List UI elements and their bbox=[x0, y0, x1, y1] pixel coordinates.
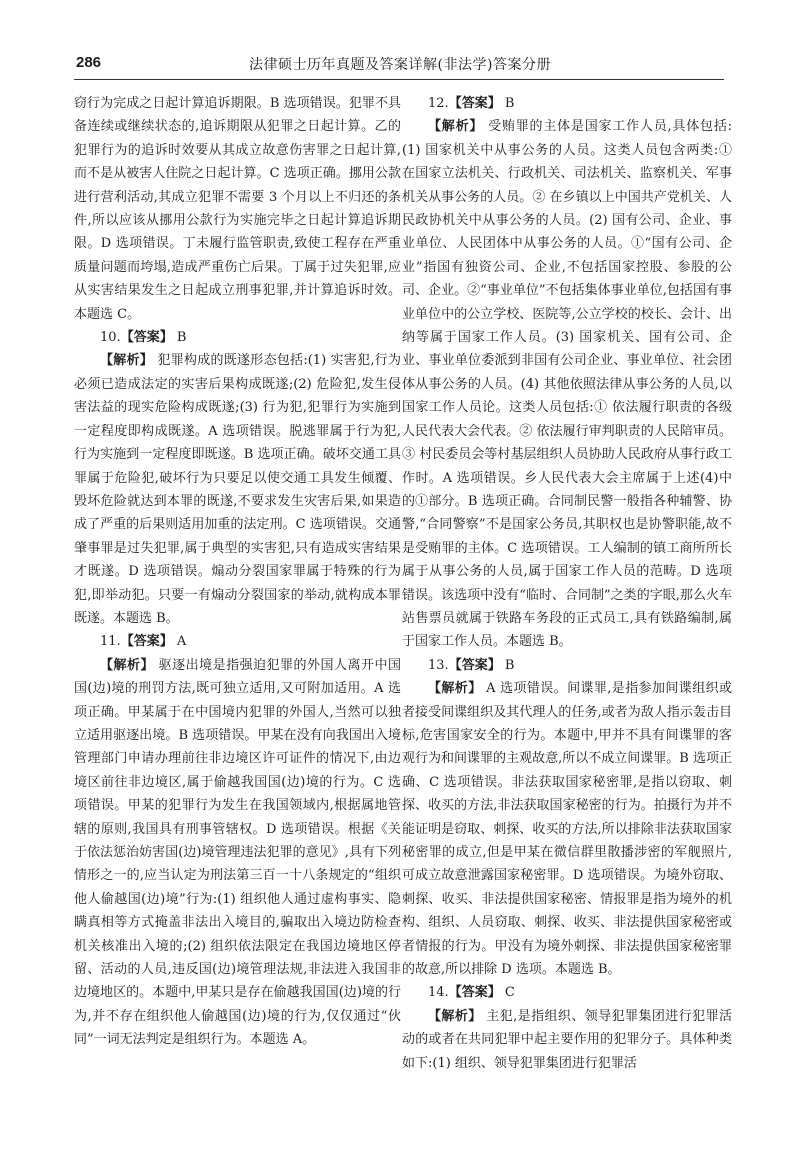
answer-line bbox=[74, 630, 401, 653]
page-header bbox=[40, 54, 760, 78]
analysis-text: 驱逐出境是指强迫犯罪的外国人离开中国国(边)境的刑罚方法,既可独立适用,又可附加适用。A 选项正确。甲某属于在中国境内犯罪的外国人,当然可以独立适用驱逐出境。B 选项错误。甲某在没有向我国出入境管理部门申请办理前往非边境区许可证件的情况下,由边境区前往非边境区,属于偷越我国国(边)境的行为。C 选项错误。甲某的犯罪行为发生在我国领域内,根据属地管辖的原则,我国具有刑事管辖权。D 选项错误。根据《关于依法惩治妨害国(边)境管理违法犯罪的意见》,具有下列情形之一的,应当认定为刑法第三百一十八条规定的“组织他人偷越国(边)境”行为:(1) 组织他人通过虚构事实、隐瞒真相等方式掩盖非法出入境目的,骗取出入境边防检查机关核准出入境的;(2) 组织依法限定在我国边境地区停留、活动的人员,违反国(边)境管理法规,非法进入我国非边境地区的。本题中,甲某只是存在偷越我国国(边)境的行为,并不存在组织他人偷越国(边)境的行为,仅仅通过“伙同”一词无法判定是组织行为。本题选 A。 bbox=[74, 657, 401, 1048]
page-number: 286 bbox=[76, 54, 102, 71]
question-number: 12. bbox=[428, 96, 449, 111]
analysis-text: A 选项错误。间谍罪,是指参加间谍组织或者接受间谍组织及其代理人的任务,或者为敌人指示轰击目标,危害国家安全的行为。本题中,甲并不具有间谍罪的客观行为和间谍罪的主观故意,所以不成立间谍罪。B 选项正确、C 选项错误。非法获取国家秘密罪,是指以窃取、刺探、收买的方法,非法获取国家秘密的行为。拍摄行为并不能证明是窃取、刺探、收买的方法,所以排除非法获取国家秘密罪的成立,但是甲某在微信群里散播涉密的军舰照片,可成立故意泄露国家秘密罪。D 选项错误。为境外窃取、刺探、收买、非法提供国家秘密、情报罪是指为境外的机构、组织、人员窃取、刺探、收买、非法提供国家秘密或者情报的行为。甲没有为境外刺探、非法提供国家秘密罪的故意,所以排除 D 选项。本题选 B。 bbox=[402, 681, 732, 978]
question-number: 11. bbox=[100, 634, 121, 650]
answer-label: 【答案】 bbox=[120, 330, 173, 346]
answer-label: 【答案】 bbox=[120, 634, 173, 650]
answer-line bbox=[402, 981, 732, 1004]
answer-label: 【答案】 bbox=[448, 96, 501, 111]
analysis-label: 【解析】 bbox=[100, 353, 154, 369]
answer-label: 【答案】 bbox=[448, 657, 501, 673]
answer-value: C bbox=[504, 985, 515, 1001]
answer-line bbox=[402, 92, 732, 115]
answer-value: B bbox=[176, 330, 187, 346]
answer-label: 【答案】 bbox=[448, 985, 501, 1001]
analysis-text: 犯罪构成的既遂形态包括:(1) 实害犯,行为必须已造成法定的实害后果构成既遂;(2) 危险犯,发生侵害法益的现实危险构成既遂;(3) 行为犯,犯罪行为实施到一定程度即构成既遂。A 选项错误。脱逃罪属于行为犯,行为实施到一定程度即既遂。B 选项正确。破坏交通工具罪属于危险犯,破坏行为只要足以使交通工具发生倾覆、毁坏危险就达到本罪的既遂,不要求发生灾害后果,如果造成了严重的后果则适用加重的法定刑。C 选项错误。交通肇事罪是过失犯罪,属于典型的实害犯,只有造成实害结果才既遂。D 选项错误。煽动分裂国家罪属于特殊的行为犯,即举动犯。只要一有煽动分裂国家的举动,就构成本罪既遂。本题选 B。 bbox=[74, 353, 401, 626]
analysis-paragraph bbox=[74, 654, 401, 1052]
analysis-text: 受贿罪的主体是国家工作人员,具体包括:(1) 国家机关中从事公务的人员。这类人员包含两类:① 在国家立法机关、行政机关、司法机关、监察机关、军事机关从事公务的人员。② 在乡镇以上中国共产党机关、人民政协机关中从事公务的人员。(2) 国有公司、企业、事业单位、人民团体中从事公务的人员。①“国有公司、企业”指国有独资公司、企业,不包括国家控股、参股的公司、企业。②“事业单位”不包括集体事业单位,包括国有事业单位中的公立学校、医院等,公立学校的校长、会计、出纳等属于国家工作人员。(3) 国家机关、国有公司、企业、事业单位委派到非国有公司企业、事业单位、社会团体从事公务的人员。(4) 其他依照法律从事公务的人员,以国家工作人员论。这类人员包括:① 依法履行职责的各级人民代表大会代表。② 依法履行审判职责的人民陪审员。③ 村民委员会等村基层组织人员协助人民政府从事行政工作时。A 选项错误。乡人民代表大会主席属于上述(4)中的①部分。B 选项正确。合同制民警一般指各种辅警、协警,“合同警察”不是国家公务员,其职权也是协警职能,故不是受贿罪的主体。C 选项错误。工人编制的镇工商所所长属于从事公务的人员,属于国家工作人员的范畴。D 选项错误。该选项中没有“临时、合同制”之类的字眼,那么火车站售票员就属于铁路车务段的正式员工,具有铁路编制,属于国家工作人员。本题选 B。 bbox=[402, 119, 732, 650]
answer-line bbox=[402, 654, 732, 677]
answer-value: A bbox=[176, 634, 187, 650]
header-rule bbox=[74, 79, 724, 80]
answer-line bbox=[74, 326, 401, 349]
analysis-paragraph bbox=[402, 677, 732, 981]
question-number: 10. bbox=[100, 330, 121, 346]
left-column bbox=[74, 92, 401, 1052]
analysis-label: 【解析】 bbox=[428, 681, 482, 697]
paragraph: 窃行为完成之日起计算追诉期限。B 选项错误。犯罪不具备连续或继续状态的,追诉期限从犯罪之日起计算。乙的犯罪行为的追诉时效要从其成立故意伤害罪之日起计算,而不是从被害人住院之日起计算。C 选项正确。挪用公款进行营利活动,其成立犯罪不需要 3 个月以上不归还的条件,所以应该从挪用公款行为实施完毕之日起计算追诉期限。D 选项错误。丁未履行监管职责,致使工程存在严重质量问题而垮塌,造成严重伤亡后果。丁属于过失犯罪,应从实害结果发生之日起成立刑事犯罪,并计算追诉时效。本题选 C。 bbox=[74, 96, 401, 322]
analysis-paragraph bbox=[402, 115, 732, 653]
answer-value: B bbox=[504, 657, 515, 673]
analysis-label: 【解析】 bbox=[100, 657, 154, 673]
question-number: 14. bbox=[428, 985, 449, 1001]
analysis-label: 【解析】 bbox=[428, 1008, 482, 1024]
analysis-label: 【解析】 bbox=[428, 119, 484, 135]
running-title: 法律硕士历年真题及答案详解(非法学)答案分册 bbox=[249, 57, 551, 73]
analysis-paragraph bbox=[74, 349, 401, 630]
question-number: 13. bbox=[428, 657, 449, 673]
answer-value: B bbox=[504, 96, 515, 111]
analysis-paragraph bbox=[402, 1005, 732, 1075]
analysis-text: 主犯,是指组织、领导犯罪集团进行犯罪活动的或者在共同犯罪中起主要作用的犯罪分子。具体种类如下:(1) 组织、领导犯罪集团进行犯罪活 bbox=[402, 1008, 732, 1071]
right-column bbox=[402, 92, 732, 1075]
